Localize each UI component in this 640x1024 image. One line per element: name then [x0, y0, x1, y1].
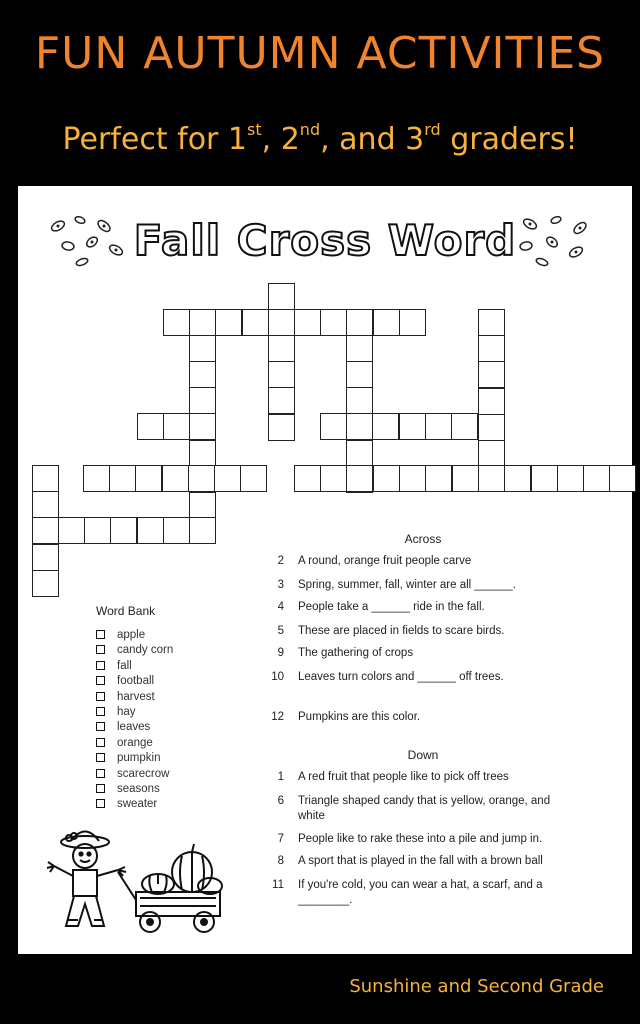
crossword-cell[interactable]	[478, 309, 505, 336]
crossword-grid	[18, 186, 632, 606]
crossword-cell[interactable]	[268, 387, 295, 414]
clue-number: 8	[277, 855, 284, 867]
crossword-cell[interactable]	[189, 361, 216, 388]
crossword-cell[interactable]	[531, 465, 558, 492]
clue-text: A round, orange fruit people carve	[298, 555, 472, 567]
word-bank-item	[96, 797, 157, 811]
clue-text: People like to rake these into a pile and jump in.	[298, 833, 543, 845]
crossword-cell[interactable]	[215, 309, 242, 336]
crossword-cell[interactable]	[268, 361, 295, 388]
word-bank-title: Word Bank	[96, 604, 156, 618]
crossword-cell[interactable]	[137, 413, 164, 440]
clue-number: 1	[277, 771, 284, 783]
crossword-cell[interactable]	[425, 465, 452, 492]
word-bank-item	[96, 705, 136, 719]
crossword-cell[interactable]	[84, 517, 111, 544]
crossword-cell[interactable]	[32, 544, 59, 571]
crossword-cell[interactable]	[557, 465, 584, 492]
crossword-cell[interactable]	[135, 465, 162, 492]
crossword-cell[interactable]	[451, 413, 478, 440]
checkbox-icon[interactable]	[96, 784, 105, 793]
subhead-suffix: graders!	[440, 122, 578, 157]
crossword-cell[interactable]	[478, 335, 505, 362]
crossword-cell[interactable]	[373, 309, 400, 336]
word-bank-word: orange	[117, 736, 153, 749]
word-bank-word: scarecrow	[117, 767, 170, 780]
crossword-cell[interactable]	[32, 517, 59, 544]
headline: FUN AUTUMN ACTIVITIES	[34, 28, 606, 79]
crossword-cell[interactable]	[268, 309, 295, 336]
crossword-cell[interactable]	[583, 465, 610, 492]
checkbox-icon[interactable]	[96, 769, 105, 778]
credit-text: Sunshine and Second Grade	[349, 976, 604, 997]
crossword-cell[interactable]	[294, 465, 321, 492]
word-bank-word: candy corn	[117, 644, 174, 657]
clue-text: A red fruit that people like to pick off trees	[298, 771, 509, 783]
crossword-cell[interactable]	[109, 465, 136, 492]
word-bank-item	[96, 674, 154, 688]
crossword-cell[interactable]	[452, 465, 479, 492]
word-bank-word: fall	[117, 659, 132, 672]
clue-number: 7	[277, 833, 284, 845]
clue-text: People take a ______ ride in the fall.	[298, 601, 485, 613]
crossword-cell[interactable]	[240, 465, 267, 492]
crossword-cell[interactable]	[189, 517, 216, 544]
clue-text: If you're cold, you can wear a hat, a scarf, and a ________.	[298, 879, 543, 906]
clue-text: Triangle shaped candy that is yellow, orange, and white	[298, 795, 551, 822]
crossword-cell[interactable]	[32, 465, 59, 492]
crossword-cell[interactable]	[163, 309, 190, 336]
crossword-cell[interactable]	[83, 465, 110, 492]
crossword-cell[interactable]	[189, 387, 216, 414]
crossword-cell[interactable]	[189, 413, 216, 440]
crossword-cell[interactable]	[268, 335, 295, 362]
checkbox-icon[interactable]	[96, 692, 105, 701]
crossword-cell[interactable]	[399, 413, 426, 440]
clue-number: 12	[271, 711, 284, 723]
crossword-cell[interactable]	[242, 309, 269, 336]
crossword-cell[interactable]	[32, 491, 59, 518]
crossword-cell[interactable]	[373, 465, 400, 492]
subhead-mid-2: , and 3	[320, 122, 425, 157]
down-heading: Down	[407, 748, 439, 762]
crossword-cell[interactable]	[189, 492, 216, 519]
crossword-cell[interactable]	[478, 465, 505, 492]
checkbox-icon[interactable]	[96, 707, 105, 716]
checkbox-icon[interactable]	[96, 676, 105, 685]
clue-text: Spring, summer, fall, winter are all ______.	[298, 579, 516, 591]
word-bank-word: harvest	[117, 690, 155, 703]
word-bank-item	[96, 690, 155, 704]
word-bank-word: leaves	[117, 721, 151, 734]
checkbox-icon[interactable]	[96, 661, 105, 670]
clue-text: Pumpkins are this color.	[298, 711, 421, 723]
crossword-cell[interactable]	[294, 309, 321, 336]
clue-number: 9	[277, 647, 284, 659]
subhead-sup-2: nd	[299, 120, 321, 139]
crossword-cell[interactable]	[188, 465, 215, 492]
crossword-cell[interactable]	[346, 361, 373, 388]
crossword-cell[interactable]	[504, 465, 531, 492]
scarecrow-wagon-illustration	[40, 826, 240, 938]
across-heading: Across	[404, 532, 442, 546]
word-bank-word: seasons	[117, 783, 160, 795]
crossword-cell[interactable]	[320, 413, 347, 440]
crossword-cell[interactable]	[320, 309, 347, 336]
crossword-cell[interactable]	[346, 309, 373, 336]
checkbox-icon[interactable]	[96, 645, 105, 654]
word-bank-item	[96, 643, 173, 657]
word-bank-word: sweater	[117, 798, 158, 811]
crossword-cell[interactable]	[162, 465, 189, 492]
crossword-cell[interactable]	[346, 387, 373, 414]
crossword-cell[interactable]	[346, 440, 373, 467]
checkbox-icon[interactable]	[96, 799, 105, 808]
word-bank-word: apple	[117, 629, 146, 641]
subhead-prefix: Perfect for 1	[62, 122, 248, 157]
clue-number: 3	[277, 579, 284, 591]
crossword-cell[interactable]	[189, 335, 216, 362]
crossword-cell[interactable]	[163, 517, 190, 544]
word-bank-item	[96, 720, 150, 734]
subhead-mid-1: , 2	[261, 122, 300, 157]
clue-number: 4	[277, 601, 284, 613]
crossword-cell[interactable]	[268, 283, 295, 310]
clue-number: 10	[271, 671, 284, 683]
worksheet	[18, 186, 632, 954]
checkbox-icon[interactable]	[96, 722, 105, 731]
clue-text: Leaves turn colors and ______ off trees.	[298, 671, 504, 683]
crossword-cell[interactable]	[478, 388, 505, 415]
clue-number: 2	[277, 555, 284, 567]
clue-number: 6	[277, 795, 284, 807]
word-bank-item	[96, 782, 160, 796]
clue-text: The gathering of crops	[298, 647, 414, 659]
checkbox-icon[interactable]	[96, 753, 105, 762]
word-bank-item	[96, 751, 160, 765]
word-bank-word: football	[117, 675, 155, 688]
crossword-cell[interactable]	[189, 440, 216, 467]
word-bank-item	[96, 736, 153, 750]
crossword-cell[interactable]	[32, 570, 59, 597]
subhead	[0, 120, 640, 157]
crossword-cell[interactable]	[320, 465, 347, 492]
crossword-cell[interactable]	[372, 413, 399, 440]
crossword-cell[interactable]	[609, 465, 636, 492]
crossword-cell[interactable]	[163, 413, 190, 440]
subhead-sup-1: st	[247, 120, 262, 139]
crossword-cell[interactable]	[399, 465, 426, 492]
crossword-cell[interactable]	[346, 413, 373, 440]
crossword-cell[interactable]	[478, 414, 505, 441]
crossword-cell[interactable]	[346, 335, 373, 362]
crossword-cell[interactable]	[137, 517, 164, 544]
clue-number: 5	[277, 625, 284, 637]
crossword-cell[interactable]	[268, 414, 295, 441]
crossword-cell[interactable]	[478, 440, 505, 467]
crossword-cell[interactable]	[214, 465, 241, 492]
word-bank-item	[96, 659, 132, 673]
checkbox-icon[interactable]	[96, 738, 105, 747]
word-bank-item	[96, 628, 145, 642]
crossword-cell[interactable]	[425, 413, 452, 440]
clue-number: 11	[272, 879, 284, 891]
word-bank-word: pumpkin	[117, 752, 161, 765]
subhead-sup-3: rd	[424, 120, 441, 139]
worksheet-title: Fall Cross Word	[133, 216, 517, 265]
clue-text: These are placed in fields to scare birds.	[298, 625, 505, 637]
crossword-cell[interactable]	[58, 517, 85, 544]
crossword-cell[interactable]	[478, 361, 505, 388]
crossword-cell[interactable]	[399, 309, 426, 336]
checkbox-icon[interactable]	[96, 630, 105, 639]
clue-text: A sport that is played in the fall with a brown ball	[298, 855, 543, 867]
crossword-cell[interactable]	[346, 465, 373, 492]
crossword-cell[interactable]	[110, 517, 137, 544]
word-bank-word: hay	[117, 706, 136, 718]
crossword-cell[interactable]	[189, 309, 216, 336]
word-bank-item	[96, 767, 169, 781]
